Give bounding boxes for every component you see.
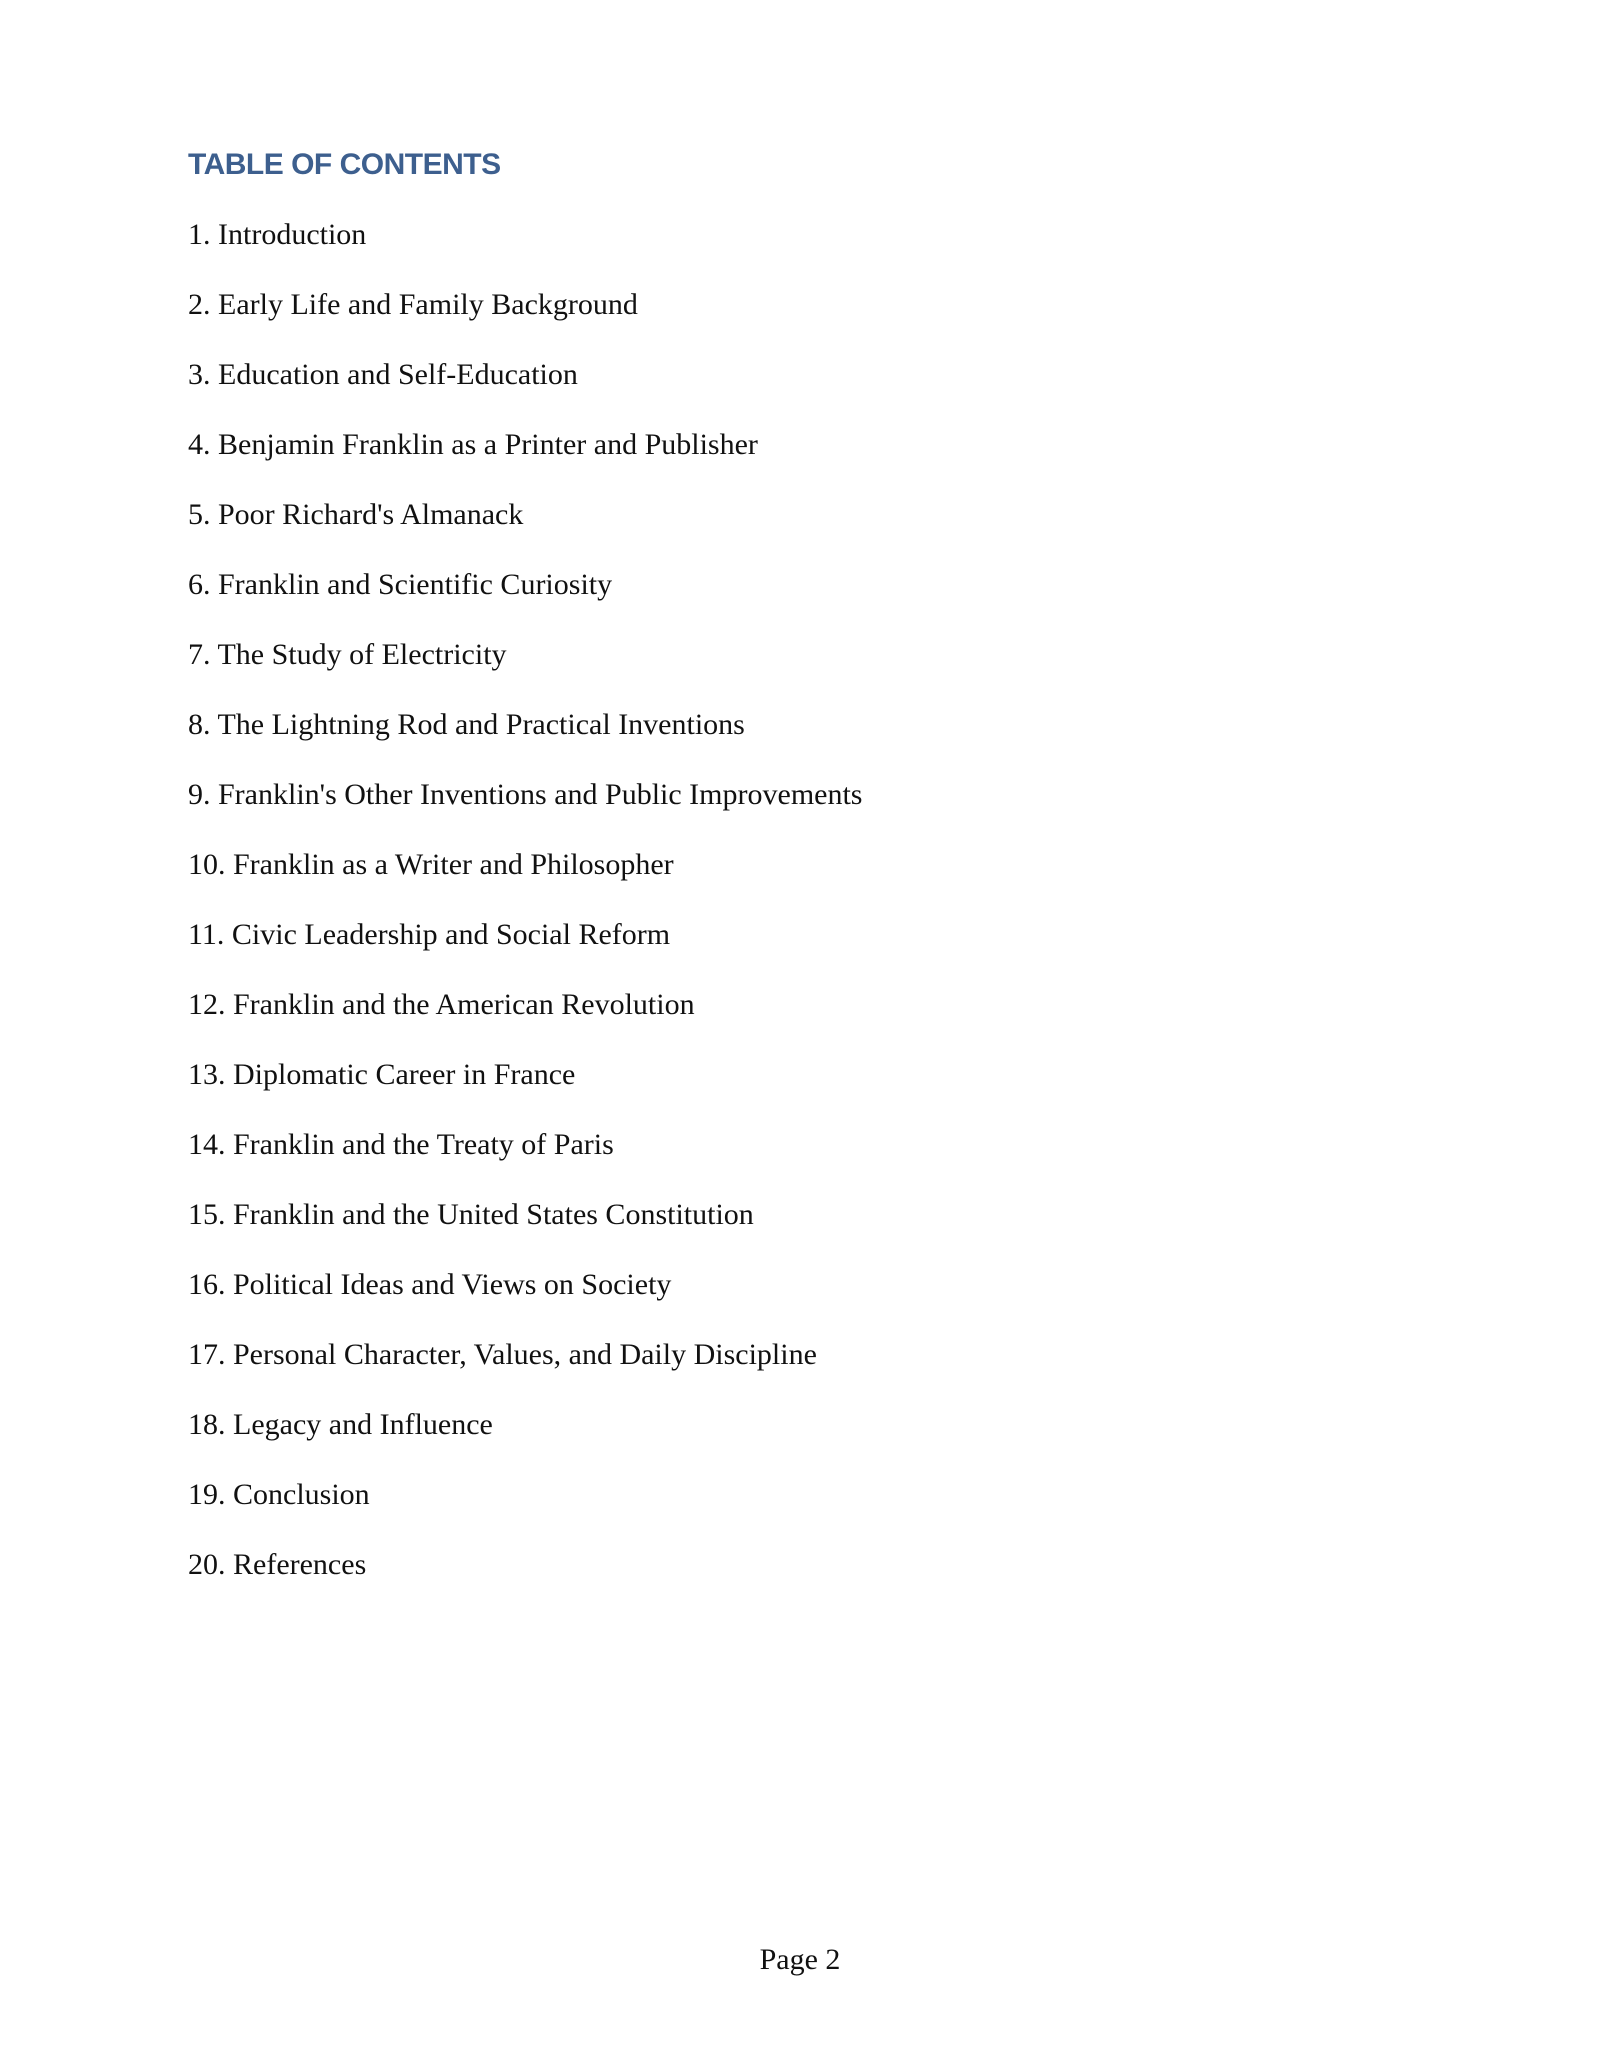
toc-item: 6. Franklin and Scientific Curiosity [188, 568, 613, 601]
toc-item: 11. Civic Leadership and Social Reform [188, 918, 671, 951]
page-number: Page 2 [759, 1943, 841, 1976]
toc-item: 9. Franklin's Other Inventions and Public Improvements [188, 778, 863, 811]
toc-list [188, 215, 862, 1615]
toc-item: 2. Early Life and Family Background [188, 288, 638, 321]
toc-item: 17. Personal Character, Values, and Daily Discipline [188, 1338, 817, 1371]
toc-item: 8. The Lightning Rod and Practical Inventions [188, 708, 745, 741]
toc-item: 16. Political Ideas and Views on Society [188, 1268, 672, 1301]
toc-item: 4. Benjamin Franklin as a Printer and Publisher [188, 428, 758, 461]
toc-item: 19. Conclusion [188, 1478, 370, 1511]
toc-item: 1. Introduction [188, 218, 367, 251]
toc-item: 5. Poor Richard's Almanack [188, 498, 524, 531]
toc-item: 20. References [188, 1548, 367, 1581]
toc-item: 18. Legacy and Influence [188, 1408, 493, 1441]
toc-item: 10. Franklin as a Writer and Philosopher [188, 848, 674, 881]
toc-item: 12. Franklin and the American Revolution [188, 988, 695, 1021]
toc-heading: TABLE OF CONTENTS [188, 148, 501, 181]
toc-item: 3. Education and Self-Education [188, 358, 578, 391]
toc-item: 7. The Study of Electricity [188, 638, 507, 671]
toc-item: 14. Franklin and the Treaty of Paris [188, 1128, 614, 1161]
toc-item: 13. Diplomatic Career in France [188, 1058, 576, 1091]
toc-item: 15. Franklin and the United States Constitution [188, 1198, 754, 1231]
